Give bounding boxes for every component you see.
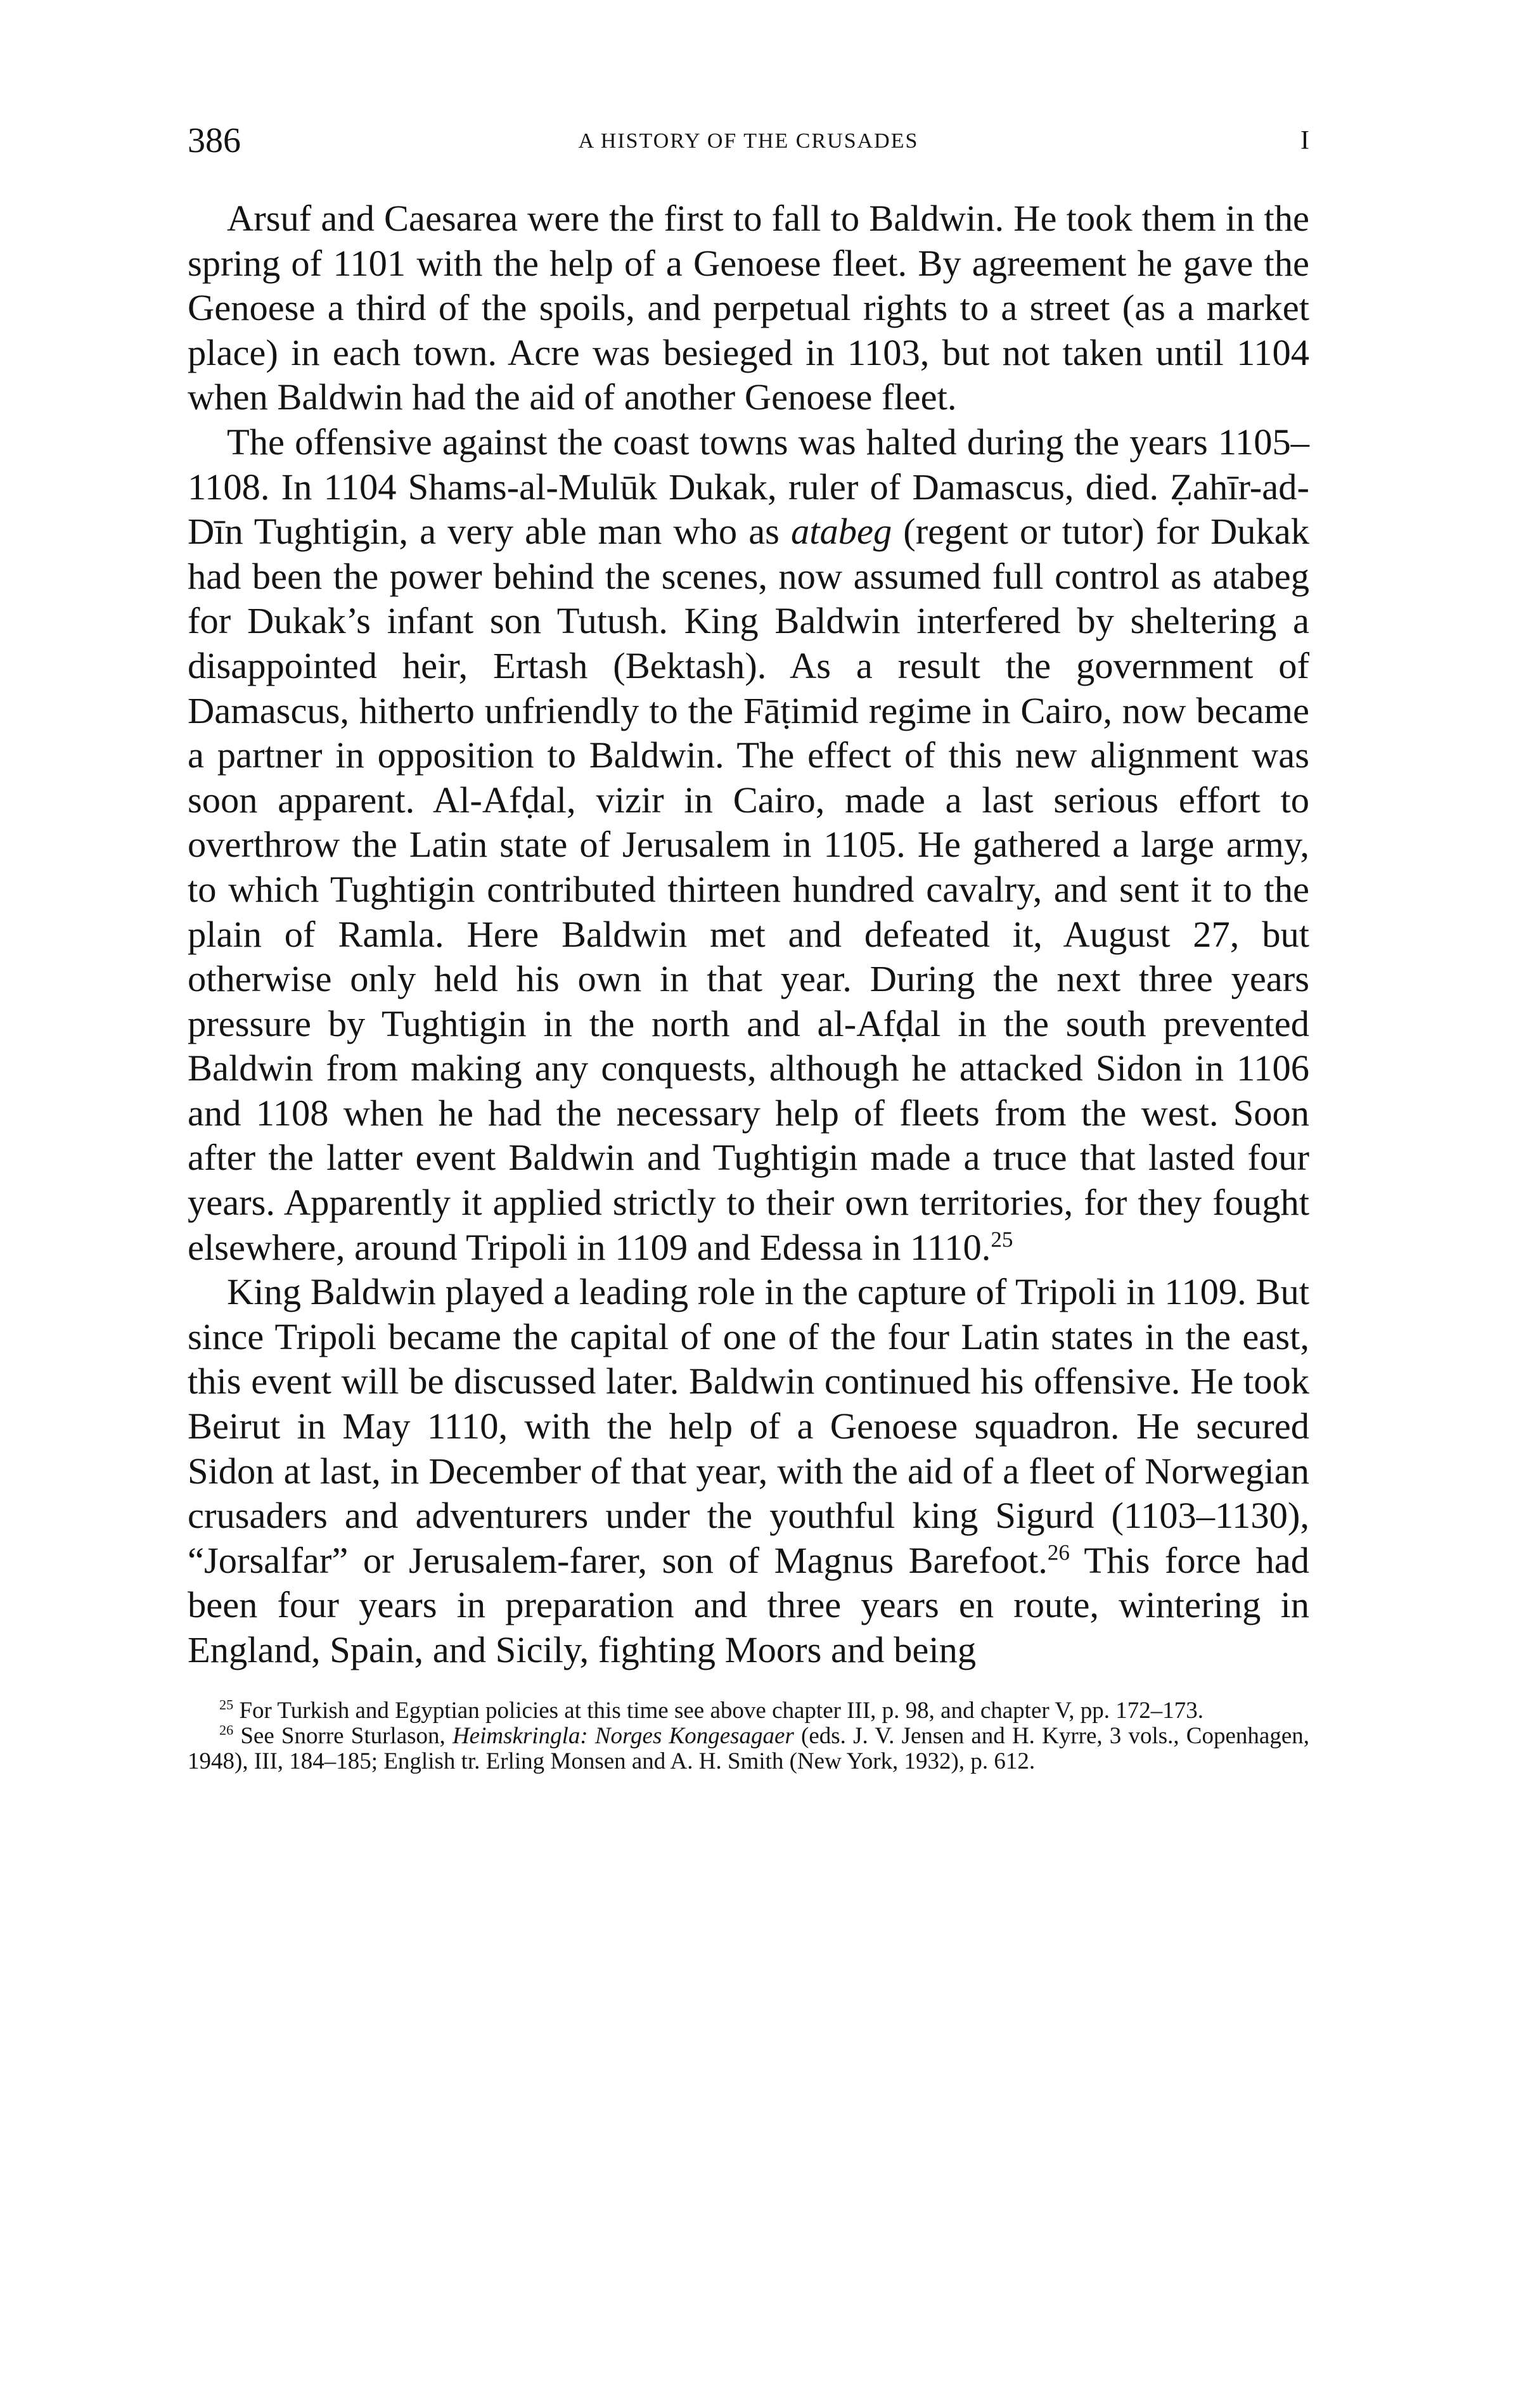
footnotes [188, 1698, 1309, 1774]
footnote-number: 25 [219, 1696, 234, 1713]
page-number: 386 [188, 121, 241, 160]
footnote-italic-title: Heimskringla: Norges Kongesagaer [452, 1722, 794, 1749]
italic-term: atabeg [790, 511, 892, 553]
book-page [188, 120, 1309, 1774]
footnote-text: For Turkish and Egyptian policies at this time see above chapter III, p. 98, and chapter V, pp. 172–173. [233, 1697, 1203, 1724]
paragraph-2-text: The offensive against the coast towns was halted during the years 1105–1108. In 1104 Shams-al-Mulūk Dukak, ruler of Damascus, died. Ẓahīr-ad-Dīn Tughtigin, a very able man who as [188, 421, 1309, 553]
paragraph-3-text-cont: This force had been four years in preparation and three years en route, wintering in England, Spain, and Sicily, fighting Moors and being [188, 1539, 1309, 1670]
paragraph-2 [188, 420, 1309, 1270]
paragraph-2-text-cont: (regent or tutor) for Dukak had been the power behind the scenes, now assumed full control as atabeg for Dukak’s infant son Tutush. King Baldwin interfered by sheltering a disappointed heir, Ertash (Bektash). As a result the government of Damascus, hitherto unfriendly to the Fāṭimid regime in Cairo, now became a partner in opposition to Baldwin. The effect of this new alignment was soon apparent. Al-Afḍal, vizir in Cairo, made a last serious effort to overthrow the Latin state of Jerusalem in 1105. He gathered a large army, to which Tughtigin contributed thirteen hundred cavalry, and sent it to the plain of Ramla. Here Baldwin met and defeated it, August 27, but otherwise only held his own in that year. During the next three years pressure by Tughtigin in the north and al-Afḍal in the south prevented Baldwin from making any conquests, although he attacked Sidon in 1106 and 1108 when he had the necessary help of fleets from the west. Soon after the latter event Baldwin and Tughtigin made a truce that lasted four years. Apparently it applied strictly to their own territories, for they fought elsewhere, around Tripoli in 1109 and Edessa in 1110. [188, 511, 1309, 1268]
footnote-text: See Snorre Sturlason, [233, 1722, 452, 1749]
paragraph-3-text: King Baldwin played a leading role in the capture of Tripoli in 1109. But since Tripoli became the capital of one of the four Latin states in the east, this event will be discussed later. Baldwin continued his offensive. He took Beirut in May 1110, with the help of a Genoese squadron. He secured Sidon at last, in December of that year, with the aid of a fleet of Norwegian crusaders and adventurers under the youthful king Sigurd (1103–1130), “Jorsalfar” or Jerusalem-farer, son of Magnus Barefoot. [188, 1271, 1309, 1581]
footnote-26 [188, 1724, 1309, 1774]
chapter-number: I [1300, 126, 1309, 155]
footnote-ref-25[interactable]: 25 [991, 1227, 1013, 1252]
footnote-text-cont: (eds. J. V. Jensen and H. Kyrre, 3 vols., Copenhagen, 1948), III, 184–185; English tr. Erling Monsen and A. H. Smith (New York, 1932), p. 612. [188, 1722, 1309, 1774]
main-text [188, 196, 1309, 1673]
footnote-25 [188, 1698, 1309, 1724]
running-title: A HISTORY OF THE CRUSADES [578, 129, 919, 153]
footnote-number: 26 [219, 1722, 234, 1738]
running-header [188, 120, 1309, 165]
paragraph-3 [188, 1270, 1309, 1672]
footnote-ref-26[interactable]: 26 [1047, 1540, 1070, 1565]
paragraph-1: Arsuf and Caesarea were the first to fall to Baldwin. He took them in the spring of 1101 with the help of a Genoese fleet. By agreement he gave the Genoese a third of the spoils, and perpetual rights to a street (as a market place) in each town. Acre was besieged in 1103, but not taken until 1104 when Baldwin had the aid of another Genoese fleet. [188, 198, 1309, 418]
